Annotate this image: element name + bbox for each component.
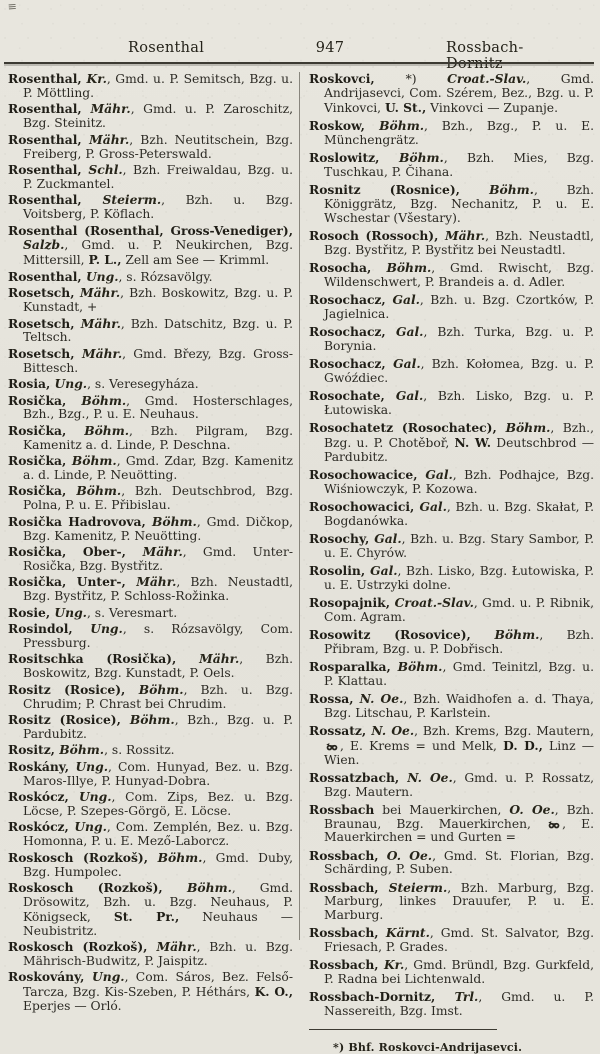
entry-headword: Rosenthal,	[8, 268, 86, 284]
entry-text: Linz — Wien.	[324, 738, 594, 767]
gazetteer-entry	[309, 628, 594, 657]
entry-text: , Bzh. u. Bzg. Chrudim; P. Chrast bei Chrudim.	[23, 682, 293, 711]
gazetteer-entry	[8, 286, 293, 315]
entry-region-abbr: Gal.	[392, 291, 420, 307]
entry-text: bei Mauerkirchen,	[374, 802, 510, 817]
entry-headword: Roskosch (Rozkoš),	[8, 849, 158, 865]
entry-headword: U. St.,	[384, 99, 427, 115]
running-head	[28, 40, 580, 72]
entry-region-abbr: N. Oe.	[359, 690, 404, 706]
entry-headword: Rosnitz (Rosnice),	[309, 181, 490, 197]
gazetteer-entry	[8, 424, 293, 453]
entry-headword: Rossbach,	[309, 879, 389, 895]
entry-headword: Rositz,	[8, 742, 60, 758]
gazetteer-entry	[309, 724, 594, 768]
text-columns	[8, 71, 595, 1054]
entry-headword: Rosenthal,	[8, 192, 103, 208]
gazetteer-entry	[309, 468, 594, 497]
gazetteer-entry	[8, 970, 293, 1014]
entry-headword: Rosindol,	[8, 621, 91, 637]
entry-region-abbr: Böhm.	[505, 419, 551, 435]
entry-region-abbr: Böhm.	[379, 117, 424, 133]
entry-headword: Rosetsch,	[8, 315, 81, 331]
entry-headword: Rosia,	[8, 376, 55, 392]
entry-text: , Bzh. Krems, Bzg. Mautern,	[414, 723, 594, 738]
entry-text: , s. Rózsavölgy, Com. Pressburg.	[23, 622, 293, 651]
entry-headword: N. W.	[454, 434, 492, 450]
gazetteer-entry	[309, 881, 594, 924]
gazetteer-entry	[309, 119, 594, 148]
entry-region-abbr: Ung.	[78, 789, 112, 805]
entry-region-abbr: Trl.	[454, 989, 479, 1005]
entry-text: , Gmd. Bründl, Bzg. Gurkfeld, P. Radna bei Lichtenwald.	[324, 958, 595, 987]
entry-region-abbr: Böhm.	[129, 712, 175, 728]
running-head-right-keyword: Rossbach-Dornitz	[446, 40, 524, 72]
entry-text: , Bzh., Bzg. u. P. Chotěboř,	[324, 420, 594, 450]
entry-text: , Bzh. Lisko, Bzg. Łutowiska, P. u. E. Ustrzyki dolne.	[324, 563, 594, 592]
gazetteer-entry	[309, 660, 594, 689]
gazetteer-entry	[309, 151, 594, 180]
gazetteer-entry	[309, 389, 594, 418]
entry-region-abbr: Ung.	[54, 604, 87, 620]
entry-text: Neuhaus — Neubistritz.	[23, 909, 293, 938]
entry-headword: Rosenthal (Rosenthal, Gross-Venediger),	[8, 222, 293, 238]
entry-region-abbr: Böhm.	[489, 181, 534, 197]
entry-region-abbr: Steierm.	[388, 879, 448, 895]
entry-region-abbr: Mähr.	[156, 939, 197, 955]
entry-text: , Gmd. u. P. Neukirchen, Bzg. Mittersill,	[23, 238, 293, 268]
entry-text: , Gmd. Teinitzl, Bzg. u. P. Klattau.	[324, 659, 594, 688]
gazetteer-entry	[309, 692, 594, 721]
entry-text: , Bzh. Marburg, Bzg. Marburg, linkes Drauufer, P. u. E. Marburg.	[324, 880, 594, 923]
entry-region-abbr: Mähr.	[82, 345, 123, 361]
gazetteer-entry	[8, 347, 293, 376]
entry-region-abbr: Kr.	[86, 71, 107, 86]
entry-headword: Rosolin,	[309, 562, 371, 578]
gazetteer-entry	[309, 958, 594, 987]
entry-region-abbr: Böhm.	[157, 849, 203, 865]
gazetteer-entry	[8, 713, 293, 742]
entry-region-abbr: Mähr.	[90, 101, 131, 117]
gazetteer-entry	[8, 394, 293, 423]
gazetteer-entry	[8, 377, 293, 392]
entry-text: , Bzh. Freiwaldau, Bzg. u. P. Zuckmantel.	[23, 162, 293, 191]
gazetteer-entry	[8, 270, 293, 285]
entry-headword: Rosparalka,	[309, 658, 398, 674]
entry-text: , Bzh. Datschitz, Bzg. u. P. Teltsch.	[23, 316, 294, 345]
entry-text: , Gmd. u. P. Semitsch, Bzg. u. P. Möttling.	[23, 72, 293, 100]
entry-text: , Gmd. u. P. Zaroschitz, Bzg. Steinitz.	[23, 102, 293, 131]
entry-region-abbr: Ung.	[74, 819, 107, 835]
gazetteer-entry	[309, 229, 594, 258]
entry-region-abbr: O. Oe.	[509, 801, 555, 817]
entry-region-abbr: Ung.	[85, 268, 119, 284]
gazetteer-entry	[8, 484, 293, 513]
entry-region-abbr: Böhm.	[399, 149, 444, 165]
entry-region-abbr: Ung.	[92, 969, 125, 985]
entry-headword: Roskócz,	[8, 819, 75, 835]
page-number: 947	[315, 40, 345, 56]
entry-region-abbr: Croat.-Slav.	[447, 71, 527, 86]
gazetteer-entry	[8, 820, 293, 849]
entry-region-abbr: Schl.	[88, 161, 123, 177]
entry-text: , Bzh. Kołomea, Bzg. u. P. Gwóźdiec.	[324, 356, 594, 385]
entry-headword: Rosochowacice,	[309, 466, 426, 482]
entry-headword: Rossatz,	[309, 722, 372, 738]
entry-text: , Bzh. Braunau, Bzg. Mauerkirchen,	[324, 802, 594, 831]
gazetteer-entry	[8, 760, 293, 789]
running-head-left-keyword: Rosenthal	[128, 40, 205, 56]
entry-headword: Roskosch (Rozkoš),	[8, 880, 188, 896]
entry-headword: Rosochatetz (Rosochatec),	[309, 419, 506, 435]
entry-region-abbr: Gal.	[374, 530, 402, 546]
entry-text: , Gmd. Zdar, Bzg. Kamenitz a. d. Linde, P. Neuötting.	[23, 454, 293, 483]
entry-headword: Rosička, Unter-,	[8, 574, 137, 590]
entry-headword: Rossatzbach,	[309, 769, 408, 785]
entry-text: , Bzh. u. Bzg. Voitsberg, P. Köflach.	[23, 193, 293, 222]
entry-region-abbr: Böhm.	[71, 453, 117, 469]
entry-region-abbr: Böhm.	[84, 422, 130, 438]
entry-region-abbr: Kr.	[383, 957, 405, 973]
column-right	[309, 71, 595, 1054]
gazetteer-entry	[309, 596, 594, 625]
entry-headword: Roskovci,	[309, 71, 406, 86]
entry-headword: D. D.,	[503, 737, 543, 753]
column-left	[8, 71, 294, 1014]
gazetteer-entry	[309, 803, 594, 846]
gazetteer-entry	[309, 500, 594, 529]
entry-headword: Rositz (Rosice),	[8, 681, 139, 697]
entry-headword: P. L.,	[88, 252, 122, 268]
entry-headword: Rossbach,	[309, 925, 386, 941]
entry-text: , s. Rossitz.	[104, 743, 175, 758]
entry-headword: Rossbach-Dornitz,	[309, 989, 455, 1005]
entry-region-abbr: Böhm.	[59, 742, 105, 758]
entry-region-abbr: Böhm.	[494, 626, 540, 642]
gazetteer-entry	[309, 771, 594, 800]
entry-text: , Bzh. Lisko, Bzg. u. P. Łutowiska.	[324, 388, 594, 417]
entry-text: , Com. Sáros, Bez. Felső-Tarcza, Bzg. Kis-Szeben, P. Héthárs,	[23, 970, 293, 1000]
entry-headword: Rositschka (Rosička),	[8, 651, 200, 667]
posthorn-icon	[325, 743, 339, 751]
entry-text: , Bzh. Neustadtl, Bzg. Bystřitz, P. Schloss-Rožinka.	[23, 575, 293, 604]
entry-headword: Rosochacz,	[309, 355, 394, 371]
header-rule	[4, 62, 594, 64]
entry-text: , E. Mauerkirchen = und Gurten =	[324, 816, 594, 845]
entry-region-abbr: Steierm.	[102, 192, 162, 208]
gazetteer-entry	[8, 454, 293, 483]
entry-region-abbr: Gal.	[370, 562, 398, 578]
entry-headword: Rosička, Ober-,	[8, 544, 143, 560]
entry-region-abbr: Kärnt.	[385, 925, 430, 941]
entry-region-abbr: Mähr.	[80, 315, 121, 331]
entry-text: , Gmd. St. Salvator, Bzg. Friesach, P. Grades.	[324, 926, 594, 955]
entry-region-abbr: Gal.	[393, 355, 421, 371]
gazetteer-entry	[309, 293, 594, 322]
entry-headword: Roskow,	[309, 117, 380, 133]
entry-region-abbr: Ung.	[75, 758, 108, 774]
entry-text: , Com. Hunyad, Bez. u. Bzg. Maros-Illye, P. Hunyad-Dobra.	[23, 759, 293, 788]
entry-headword: Rosička,	[8, 392, 82, 408]
gazetteer-entry	[8, 102, 293, 131]
gazetteer-entry	[309, 849, 594, 878]
gazetteer-entry	[8, 606, 293, 621]
entry-headword: Roskócz,	[8, 789, 79, 805]
entry-text: , Bzh. Königgrätz, Bzg. Nechanitz, P. u. E. Wschestar (Všestary).	[324, 182, 594, 225]
entry-headword: Rossa,	[309, 690, 360, 706]
gazetteer-entry	[8, 743, 293, 758]
gazetteer-entry	[309, 261, 594, 290]
entry-text: Zell am See — Krimml.	[121, 253, 270, 268]
entry-text: , Gmd. Andrijasevci, Com. Szérem, Bez., Bzg. u. P. Vinkovci,	[324, 72, 595, 115]
entry-headword: Rosenthal,	[8, 161, 89, 177]
entry-region-abbr: Mähr.	[136, 574, 177, 590]
entry-headword: Rosička,	[8, 453, 72, 469]
gazetteer-entry	[309, 183, 594, 226]
entry-headword: Rosopajnik,	[309, 594, 395, 610]
entry-headword: Rosoch (Rossoch),	[309, 227, 445, 243]
entry-region-abbr: Gal.	[425, 466, 453, 482]
entry-headword: St. Pr.,	[113, 908, 180, 924]
gazetteer-entry	[309, 421, 594, 465]
gazetteer-entry	[8, 72, 293, 101]
entry-headword: Rosochacz,	[309, 291, 393, 307]
entry-text: , Com. Zemplén, Bez. u. Bzg. Homonna, P. u. E. Mező-Laborcz.	[23, 820, 293, 849]
entry-headword: Rossbach	[309, 801, 375, 817]
gazetteer-entry	[309, 72, 594, 116]
entry-region-abbr: Böhm.	[76, 483, 122, 499]
entry-text: Vinkovci — Zupanje.	[426, 100, 558, 115]
gazetteer-entry	[309, 357, 594, 386]
entry-text: , s. Rózsavölgy.	[118, 269, 213, 284]
entry-region-abbr: Ung.	[90, 621, 123, 637]
entry-headword: Rosochy,	[309, 530, 375, 546]
entry-region-abbr: N. Oe.	[371, 722, 415, 738]
entry-headword: Rosenthal,	[8, 131, 90, 147]
entry-headword: Rosochate,	[309, 387, 396, 403]
entry-headword: Roskovány,	[8, 969, 93, 985]
footnote: *) Bhf. Roskovci-Andrijasevci.	[333, 1041, 523, 1054]
entry-text: , Gmd. Březy, Bzg. Gross-Bittesch.	[23, 346, 293, 375]
scan-artifact: ≡	[7, 0, 17, 14]
entry-headword: Rosenthal,	[8, 71, 87, 86]
entry-text: , Gmd. u. P. Ribnik, Com. Agram.	[324, 595, 594, 624]
entry-text: , Bzh., Bzg., P. u. E. Münchengrätz.	[324, 118, 594, 147]
entry-text: , Bzh. u. Bzg. Stary Sambor, P. u. E. Chyrów.	[324, 531, 594, 560]
entry-region-abbr: Gal.	[395, 387, 424, 403]
entry-text: , Bzh. Mies, Bzg. Tuschkau, P. Čihana.	[324, 150, 595, 179]
footnote-rule	[309, 1029, 497, 1030]
gazetteer-entry	[8, 545, 293, 574]
entry-region-abbr: Mähr.	[142, 544, 183, 560]
entry-text: , Bzh. Turka, Bzg. u. P. Borynia.	[324, 324, 594, 353]
entry-region-abbr: Mähr.	[89, 131, 130, 147]
entry-text: , Bzh. Přibram, Bzg. u. P. Dobřisch.	[324, 627, 594, 656]
entry-headword: Roskosch (Rozkoš),	[8, 939, 157, 955]
entry-region-abbr: Böhm.	[138, 681, 184, 697]
gazetteer-entry	[8, 163, 293, 192]
entry-text: , Bzh. Neustadtl, Bzg. Bystřitz, P. Bystřitz bei Neustadtl.	[324, 228, 594, 257]
entry-text: , Bzh. u. Bzg. Skałat, P. Bogdanówka.	[324, 499, 594, 528]
entry-text: , Bzh. Neutitschein, Bzg. Freiberg, P. Gross-Peterswald.	[23, 132, 293, 161]
entry-headword: Roslowitz,	[309, 149, 399, 165]
entry-region-abbr: Gal.	[396, 323, 424, 339]
gazetteer-entry	[8, 790, 293, 819]
entry-headword: Rosowitz (Rosovice),	[309, 626, 495, 642]
entry-region-abbr: Gal.	[419, 498, 447, 514]
entry-text: Deutschbrod — Pardubitz.	[324, 435, 594, 464]
entry-headword: Rosochacz,	[309, 323, 397, 339]
entry-region-abbr: Mähr.	[79, 285, 121, 301]
entry-headword: Roskány,	[8, 758, 76, 774]
entry-headword: Rosenthal,	[8, 101, 91, 117]
entry-region-abbr: Böhm.	[152, 513, 197, 529]
gazetteer-entry	[8, 193, 293, 222]
entry-text: , E. Krems = und Melk,	[340, 738, 504, 753]
entry-text: , Gmd. u. P. Rossatz, Bzg. Mautern.	[324, 770, 594, 799]
entry-text: , Gmd. Hosterschlages, Bzh., Bzg., P. u. E. Neuhaus.	[23, 393, 293, 422]
entry-headword: Rossbach,	[309, 957, 384, 973]
gazetteer-entry	[8, 940, 293, 969]
gazetteer-entry	[8, 683, 293, 712]
gazetteer-entry	[309, 926, 594, 955]
entry-headword: Rosochowacici,	[309, 498, 420, 514]
entry-region-abbr: Salzb.	[23, 237, 65, 253]
entry-text: , Bzh. Boskowitz, Bzg. u. P. Kunstadt, +	[23, 286, 293, 315]
posthorn-icon	[547, 821, 561, 829]
entry-region-abbr: Mähr.	[444, 227, 486, 243]
entry-text: , Bzh. Waidhofen a. d. Thaya, Bzg. Litschau, P. Karlstein.	[324, 691, 594, 720]
entry-text: , Gmd. Dičkop, Bzg. Kamenitz, P. Neuötting.	[23, 514, 293, 543]
gazetteer-entry	[8, 515, 293, 544]
entry-region-abbr: Croat.-Slav.	[394, 594, 474, 610]
entry-headword: K. O.,	[254, 984, 293, 1000]
entry-text: , Gmd. Duby, Bzg. Humpolec.	[23, 850, 293, 879]
entry-text: , Bzh. Pilgram, Bzg. Kamenitz a. d. Linde, P. Deschna.	[23, 423, 293, 452]
entry-region-abbr: Mähr.	[199, 651, 240, 667]
entry-headword: Rosocha,	[309, 259, 387, 275]
entry-headword: Rosetsch,	[8, 285, 80, 301]
entry-text: , Bzh. u. Bzg. Mährisch-Budwitz, P. Jaispitz.	[23, 940, 293, 969]
entry-text: , Gmd. St. Florian, Bzg. Schärding, P. Suben.	[324, 848, 595, 877]
gazetteer-entry	[309, 532, 594, 561]
entry-text: , Gmd. Rwischt, Bzg. Wildenschwert, P. Brandeis a. d. Adler.	[324, 260, 594, 289]
gazetteer-entry	[8, 575, 293, 604]
entry-headword: Rosetsch,	[8, 345, 82, 361]
entry-text: *)	[405, 72, 448, 86]
entry-region-abbr: Böhm.	[81, 392, 127, 408]
gazetteer-entry	[8, 881, 293, 939]
entry-text: , Bzh. Deutschbrod, Bzg. Polna, P. u. E. Přibislau.	[23, 484, 293, 513]
entry-headword: Rossbach,	[309, 847, 387, 863]
gazetteer-entry	[8, 224, 293, 269]
entry-text: , Bzh., Bzg. u. P. Pardubitz.	[23, 713, 293, 741]
entry-text: , Bzh. Boskowitz, Bzg. Kunstadt, P. Oels.	[23, 652, 293, 681]
entry-region-abbr: Böhm.	[386, 259, 432, 275]
entry-headword: Rositz (Rosice),	[8, 712, 130, 728]
gazetteer-entry	[309, 325, 594, 354]
gazetteer-entry	[8, 317, 293, 346]
entry-text: , Gmd. Unter-Rosička, Bzg. Bystřitz.	[23, 545, 293, 573]
entry-text: Eperjes — Orló.	[23, 999, 122, 1014]
gazetteer-entry	[8, 622, 293, 651]
entry-text: , s. Veresmart.	[86, 605, 178, 620]
entry-headword: Rosie,	[8, 604, 55, 620]
gazetteer-entry	[309, 990, 594, 1019]
entry-text: , Bzh. u. Bzg. Czortków, P. Jagielnica.	[324, 292, 594, 321]
entry-region-abbr: Ung.	[54, 376, 88, 392]
entry-region-abbr: Böhm.	[397, 658, 443, 674]
entry-text: , Com. Zips, Bez. u. Bzg. Löcse, P. Szepes-Görgö, E. Löcse.	[23, 790, 293, 818]
entry-region-abbr: N. Oe.	[407, 769, 453, 785]
entry-text: , Gmd. u. P. Nassereith, Bzg. Imst.	[324, 990, 595, 1019]
gazetteer-entry	[8, 851, 293, 880]
entry-text: , Gmd. Drösowitz, Bzh. u. Bzg. Neuhaus, P. Königseck,	[23, 881, 293, 924]
entry-text: , s. Veresegyháza.	[87, 377, 199, 392]
entry-headword: Rosička,	[8, 483, 77, 499]
entry-headword: Rosička,	[8, 422, 85, 438]
gazetteer-entry	[8, 133, 293, 162]
entry-region-abbr: Böhm.	[187, 880, 232, 896]
entry-region-abbr: O. Oe.	[386, 847, 433, 863]
gazetteer-entry	[309, 564, 594, 593]
entry-text: , Bzh. Podhajce, Bzg. Wiśniowczyk, P. Kozowa.	[324, 467, 595, 496]
gazetteer-entry	[8, 652, 293, 681]
entry-headword: Rosička Hadrovova,	[8, 513, 152, 529]
